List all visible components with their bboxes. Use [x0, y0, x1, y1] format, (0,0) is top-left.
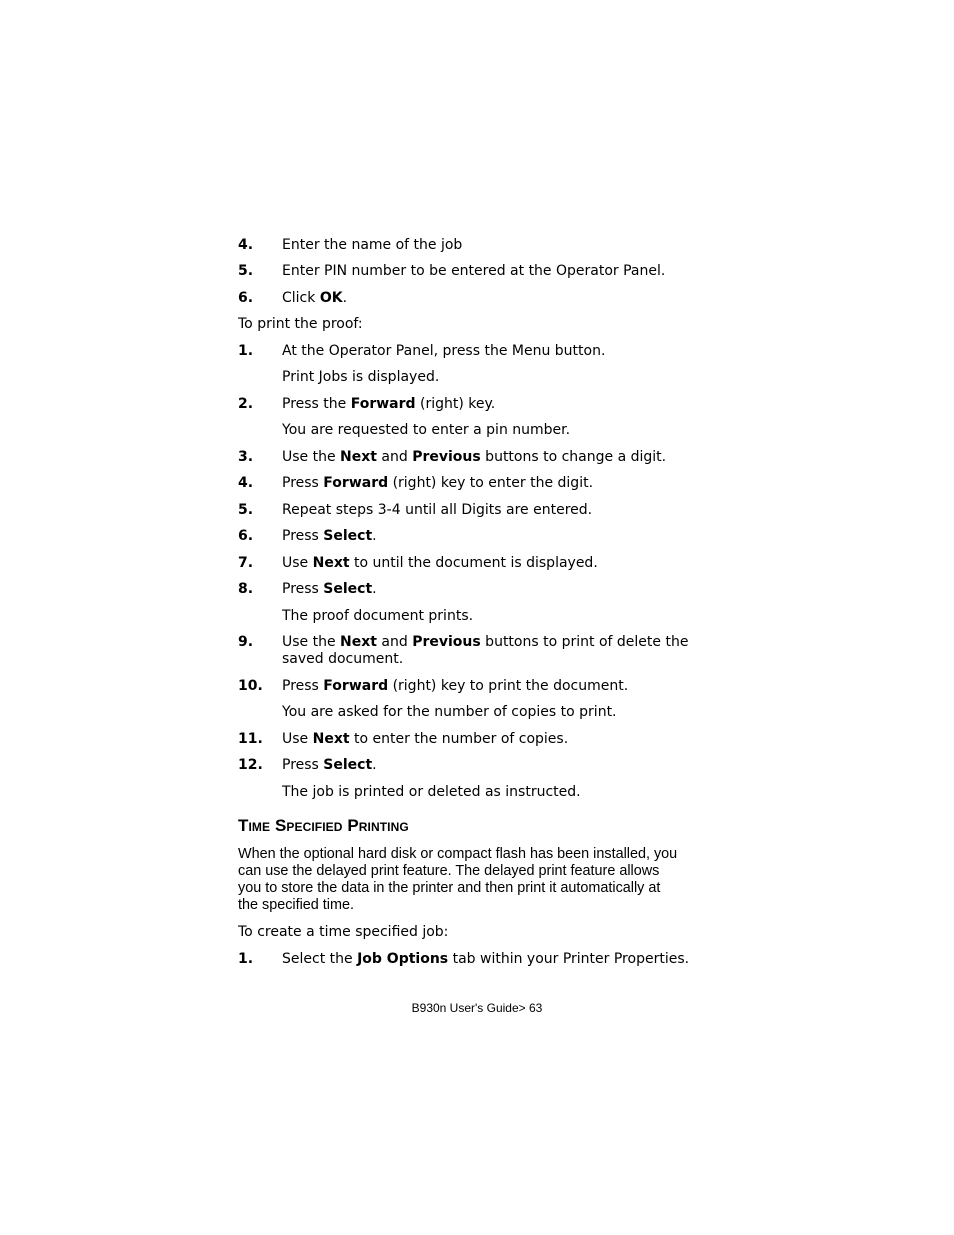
step-text: Press Select.: [282, 757, 377, 773]
section-body-line: When the optional hard disk or compact flash has been installed, you: [238, 846, 678, 862]
step-text: Use the Next and Previous buttons to change a digit.: [282, 449, 667, 465]
step-number: 10.: [238, 678, 263, 694]
step-note: You are requested to enter a pin number.: [282, 422, 571, 438]
page-footer: B930n User's Guide> 63: [411, 1001, 543, 1015]
step-text-continued: saved document.: [282, 651, 404, 667]
section-body-line: you to store the data in the printer and then print it automatically at: [238, 880, 661, 896]
step-text: Repeat steps 3-4 until all Digits are entered.: [282, 502, 593, 518]
step-number: 11.: [238, 731, 263, 747]
step-text: Use Next to enter the number of copies.: [282, 731, 569, 747]
intro-text: To print the proof:: [238, 316, 363, 332]
step-text: Press Select.: [282, 581, 377, 597]
step-text: Enter the name of the job: [282, 237, 463, 253]
step-number: 9.: [238, 634, 254, 650]
step-number: 6.: [238, 290, 254, 306]
step-text: Use the Next and Previous buttons to print of delete the: [282, 634, 689, 650]
step-text: At the Operator Panel, press the Menu button.: [282, 343, 606, 359]
step-text: Press Select.: [282, 528, 377, 544]
step-number: 5.: [238, 263, 254, 279]
step-text: Press Forward (right) key to enter the digit.: [282, 475, 594, 491]
step-number: 12.: [238, 757, 263, 773]
step-number: 5.: [238, 502, 254, 518]
step-text: Enter PIN number to be entered at the Operator Panel.: [282, 263, 666, 279]
step-text: Use Next to until the document is displayed.: [282, 555, 598, 571]
section-body: [238, 846, 718, 914]
step-note: The proof document prints.: [282, 608, 474, 624]
step-number: 4.: [238, 237, 254, 253]
step-text: Press Forward (right) key to print the document.: [282, 678, 629, 694]
step-note: The job is printed or deleted as instructed.: [282, 784, 581, 800]
step-text: Press the Forward (right) key.: [282, 396, 496, 412]
step-number: 2.: [238, 396, 254, 412]
step-text: Click OK.: [282, 290, 348, 306]
step-number: 4.: [238, 475, 254, 491]
step-note: Print Jobs is displayed.: [282, 369, 440, 385]
section-body-line: can use the delayed print feature. The delayed print feature allows: [238, 863, 660, 879]
step-number: 7.: [238, 555, 254, 571]
intro-text: To create a time specified job:: [238, 924, 449, 940]
step-note: You are asked for the number of copies to print.: [282, 704, 617, 720]
step-number: 1.: [238, 343, 254, 359]
section-body-line: the specified time.: [238, 897, 354, 913]
step-number: 6.: [238, 528, 254, 544]
step-number: 3.: [238, 449, 254, 465]
step-text: Select the Job Options tab within your Printer Properties.: [282, 951, 690, 967]
section-heading: Time Specified Printing: [238, 816, 409, 835]
step-number: 8.: [238, 581, 254, 597]
step-number: 1.: [238, 951, 254, 967]
